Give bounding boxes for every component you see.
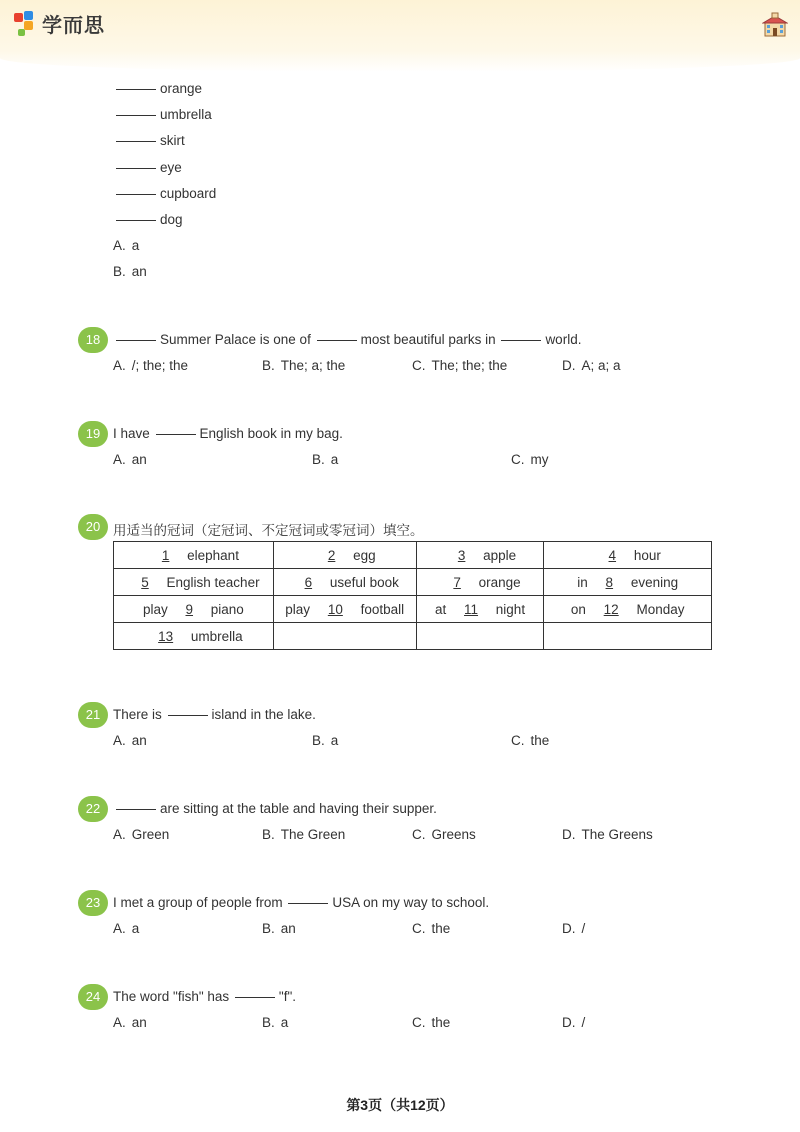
table-cell bbox=[416, 542, 544, 569]
blank-number[interactable]: 13 bbox=[158, 628, 174, 644]
table-cell bbox=[273, 623, 416, 650]
table-cell bbox=[544, 596, 712, 623]
school-building-icon bbox=[762, 12, 788, 38]
cell-word: elephant bbox=[187, 547, 239, 563]
cell-prefix: on bbox=[570, 601, 586, 617]
q21-option-c[interactable]: C. the bbox=[511, 733, 550, 748]
brand-mark-icon bbox=[14, 11, 38, 37]
q19-option-b[interactable]: B. a bbox=[312, 452, 339, 467]
table-cell bbox=[114, 596, 274, 623]
page-header bbox=[0, 0, 800, 72]
cell-word: piano bbox=[210, 601, 244, 617]
table-cell bbox=[114, 569, 274, 596]
table-cell bbox=[273, 596, 416, 623]
article-fill-table bbox=[113, 541, 712, 650]
blank-number[interactable]: 1 bbox=[161, 547, 170, 563]
blank-number[interactable]: 4 bbox=[608, 547, 617, 563]
q23-option-b[interactable]: B. an bbox=[262, 921, 296, 936]
q17-item: umbrella bbox=[116, 107, 212, 122]
q19-option-a[interactable]: A. an bbox=[113, 452, 147, 467]
table-row bbox=[114, 542, 712, 569]
blank-number[interactable]: 6 bbox=[304, 574, 313, 590]
blank-number[interactable]: 3 bbox=[457, 547, 466, 563]
q19-option-c[interactable]: C. my bbox=[511, 452, 549, 467]
question-number: 22 bbox=[78, 796, 108, 822]
question-number: 19 bbox=[78, 421, 108, 447]
q17-item: eye bbox=[116, 160, 182, 175]
cell-prefix: at bbox=[434, 601, 447, 617]
q17-item: orange bbox=[116, 81, 202, 96]
q21-stem: There is island in the lake. bbox=[113, 707, 316, 722]
q23-option-a[interactable]: A. a bbox=[113, 921, 140, 936]
blank-number[interactable]: 5 bbox=[141, 574, 149, 590]
q23-stem: I met a group of people from USA on my way to school. bbox=[113, 895, 490, 910]
question-number: 23 bbox=[78, 890, 108, 916]
page-footer: 第3页（共12页） bbox=[346, 1097, 454, 1113]
q18-stem: Summer Palace is one of most beautiful parks in world. bbox=[116, 332, 581, 347]
cell-word: night bbox=[495, 601, 526, 617]
q17-item: skirt bbox=[116, 133, 185, 148]
cell-word: Monday bbox=[636, 601, 685, 617]
blank-number[interactable]: 11 bbox=[464, 601, 479, 617]
table-cell bbox=[544, 569, 712, 596]
q24-option-b[interactable]: B. a bbox=[262, 1015, 289, 1030]
table-cell bbox=[114, 542, 274, 569]
q22-option-a[interactable]: A. Green bbox=[113, 827, 170, 842]
cell-word: umbrella bbox=[190, 628, 243, 644]
cell-word: English teacher bbox=[166, 574, 260, 590]
table-row bbox=[114, 623, 712, 650]
cell-prefix: in bbox=[577, 574, 588, 590]
cell-word: egg bbox=[353, 547, 376, 563]
q24-option-d[interactable]: D. / bbox=[562, 1015, 586, 1030]
question-number: 24 bbox=[78, 984, 108, 1010]
table-cell bbox=[273, 569, 416, 596]
q18-option-a[interactable]: A. /; the; the bbox=[113, 358, 189, 373]
table-cell bbox=[114, 623, 274, 650]
cell-word: apple bbox=[483, 547, 517, 563]
q24-stem: The word "fish" has "f". bbox=[113, 989, 296, 1004]
q24-option-c[interactable]: C. the bbox=[412, 1015, 451, 1030]
question-number: 20 bbox=[78, 514, 108, 540]
blank-number[interactable]: 2 bbox=[327, 547, 336, 563]
q21-option-a[interactable]: A. an bbox=[113, 733, 147, 748]
q17-item: cupboard bbox=[116, 186, 216, 201]
brand-name: 学而思 bbox=[42, 13, 105, 37]
question-number: 21 bbox=[78, 702, 108, 728]
q19-stem: I have English book in my bag. bbox=[113, 426, 343, 441]
q18-option-c[interactable]: C. The; the; the bbox=[412, 358, 508, 373]
cell-word: orange bbox=[478, 574, 521, 590]
table-cell bbox=[416, 596, 544, 623]
table-cell bbox=[544, 542, 712, 569]
blank-number[interactable]: 8 bbox=[605, 574, 614, 590]
q18-option-b[interactable]: B. The; a; the bbox=[262, 358, 346, 373]
q17-item: dog bbox=[116, 212, 183, 227]
q23-option-c[interactable]: C. the bbox=[412, 921, 451, 936]
blank-number[interactable]: 9 bbox=[185, 601, 194, 617]
table-cell bbox=[416, 569, 544, 596]
cell-prefix: play bbox=[285, 601, 311, 617]
q22-option-b[interactable]: B. The Green bbox=[262, 827, 346, 842]
q17-option-b[interactable]: B. an bbox=[113, 264, 147, 279]
q17-option-a[interactable]: A. a bbox=[113, 238, 140, 253]
cell-prefix: play bbox=[142, 601, 168, 617]
q20-instruction: 用适当的冠词（定冠词、不定冠词或零冠词）填空。 bbox=[113, 523, 424, 538]
cell-word: evening bbox=[630, 574, 679, 590]
cell-word: useful book bbox=[329, 574, 399, 590]
q22-option-d[interactable]: D. The Greens bbox=[562, 827, 653, 842]
blank-number[interactable]: 10 bbox=[327, 601, 343, 617]
q24-option-a[interactable]: A. an bbox=[113, 1015, 147, 1030]
blank-number[interactable]: 12 bbox=[603, 601, 619, 617]
q22-option-c[interactable]: C. Greens bbox=[412, 827, 476, 842]
table-cell bbox=[544, 623, 712, 650]
table-row bbox=[114, 569, 712, 596]
table-cell bbox=[273, 542, 416, 569]
blank-number[interactable]: 7 bbox=[453, 574, 461, 590]
q23-option-d[interactable]: D. / bbox=[562, 921, 586, 936]
q18-option-d[interactable]: D. A; a; a bbox=[562, 358, 621, 373]
cell-word: football bbox=[360, 601, 405, 617]
table-row bbox=[114, 596, 712, 623]
cell-word: hour bbox=[633, 547, 661, 563]
q21-option-b[interactable]: B. a bbox=[312, 733, 339, 748]
table-cell bbox=[416, 623, 544, 650]
q22-stem: are sitting at the table and having their supper. bbox=[116, 801, 437, 816]
question-number: 18 bbox=[78, 327, 108, 353]
brand-logo bbox=[14, 9, 105, 38]
